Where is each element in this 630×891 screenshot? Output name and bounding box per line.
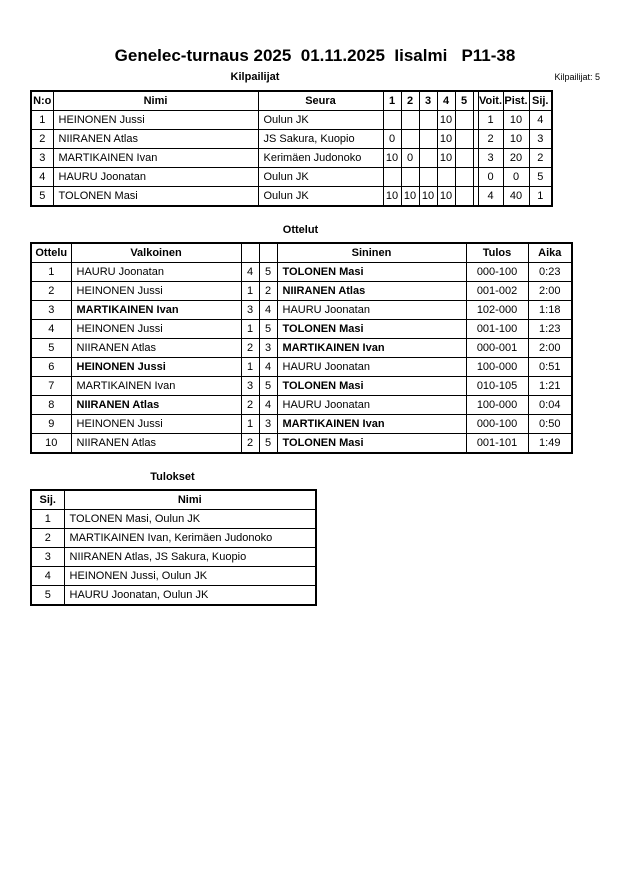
cell-white-name: HAURU Joonatan <box>71 263 241 282</box>
col-header-sij: Sij. <box>529 91 552 111</box>
cell-tulos: 100-000 <box>466 396 528 415</box>
cell-result <box>383 168 401 187</box>
col-header-ottelu: Ottelu <box>31 243 71 263</box>
cell-no: 4 <box>31 168 53 187</box>
cell-result <box>419 111 437 130</box>
cell-aika: 1:18 <box>528 301 572 320</box>
ottelut-header-row <box>31 243 572 263</box>
cell-result: 10 <box>437 187 455 207</box>
cell-voit: 0 <box>478 168 503 187</box>
cell-match-no: 3 <box>31 301 71 320</box>
cell-aika: 0:51 <box>528 358 572 377</box>
cell-blue-number: 2 <box>259 282 277 301</box>
cell-blue-number: 5 <box>259 434 277 454</box>
cell-aika: 1:21 <box>528 377 572 396</box>
cell-white-number: 2 <box>241 339 259 358</box>
tulokset-table <box>30 489 317 606</box>
cell-sij: 3 <box>529 130 552 149</box>
cell-sij: 4 <box>31 567 64 586</box>
cell-result: 10 <box>437 149 455 168</box>
cell-white-name: HEINONEN Jussi <box>71 282 241 301</box>
cell-no: 3 <box>31 149 53 168</box>
col-header-sininen: Sininen <box>277 243 466 263</box>
cell-blue-name: NIIRANEN Atlas <box>277 282 466 301</box>
cell-blue-name: MARTIKAINEN Ivan <box>277 339 466 358</box>
cell-white-number: 3 <box>241 301 259 320</box>
cell-result: 10 <box>419 187 437 207</box>
cell-pist: 10 <box>503 111 529 130</box>
ottelut-heading: Ottelut <box>282 224 319 236</box>
cell-pist: 10 <box>503 130 529 149</box>
cell-blue-number: 3 <box>259 339 277 358</box>
kilpailijat-heading: Kilpailijat <box>230 71 280 83</box>
cell-result <box>401 130 419 149</box>
cell-pist: 0 <box>503 168 529 187</box>
match-row <box>31 434 572 454</box>
cell-nimi: NIIRANEN Atlas, JS Sakura, Kuopio <box>64 548 316 567</box>
cell-nimi: MARTIKAINEN Ivan, Kerimäen Judonoko <box>64 529 316 548</box>
cell-seura: Oulun JK <box>258 168 383 187</box>
cell-sij: 1 <box>529 187 552 207</box>
cell-voit: 3 <box>478 149 503 168</box>
cell-result: 0 <box>383 130 401 149</box>
col-header-tulos: Tulos <box>466 243 528 263</box>
cell-aika: 0:04 <box>528 396 572 415</box>
cell-sij: 3 <box>31 548 64 567</box>
cell-pist: 40 <box>503 187 529 207</box>
cell-result <box>419 149 437 168</box>
match-row <box>31 396 572 415</box>
cell-result <box>455 187 473 207</box>
cell-nimi: NIIRANEN Atlas <box>53 130 258 149</box>
cell-match-no: 6 <box>31 358 71 377</box>
result-row <box>31 548 316 567</box>
cell-white-number: 1 <box>241 415 259 434</box>
col-header-valkoinen: Valkoinen <box>71 243 241 263</box>
cell-match-no: 1 <box>31 263 71 282</box>
cell-voit: 4 <box>478 187 503 207</box>
cell-voit: 2 <box>478 130 503 149</box>
cell-tulos: 000-100 <box>466 415 528 434</box>
col-header-round-5: 5 <box>455 91 473 111</box>
cell-tulos: 000-001 <box>466 339 528 358</box>
col-header-no: N:o <box>31 91 53 111</box>
cell-match-no: 2 <box>31 282 71 301</box>
cell-nimi: HEINONEN Jussi, Oulun JK <box>64 567 316 586</box>
cell-tulos: 001-101 <box>466 434 528 454</box>
cell-no: 2 <box>31 130 53 149</box>
cell-white-number: 1 <box>241 282 259 301</box>
cell-white-name: HEINONEN Jussi <box>71 358 241 377</box>
cell-blue-name: HAURU Joonatan <box>277 301 466 320</box>
cell-tulos: 102-000 <box>466 301 528 320</box>
cell-blue-name: HAURU Joonatan <box>277 396 466 415</box>
cell-aika: 0:23 <box>528 263 572 282</box>
cell-result <box>455 168 473 187</box>
cell-match-no: 7 <box>31 377 71 396</box>
cell-aika: 2:00 <box>528 282 572 301</box>
cell-blue-number: 5 <box>259 320 277 339</box>
cell-nimi: HEINONEN Jussi <box>53 111 258 130</box>
cell-tulos: 001-002 <box>466 282 528 301</box>
cell-no: 5 <box>31 187 53 207</box>
cell-match-no: 4 <box>31 320 71 339</box>
cell-white-number: 2 <box>241 396 259 415</box>
cell-white-name: HEINONEN Jussi <box>71 320 241 339</box>
cell-result <box>419 130 437 149</box>
match-row <box>31 263 572 282</box>
cell-result <box>401 111 419 130</box>
competitor-count-label: Kilpailijat: 5 <box>554 72 600 82</box>
cell-tulos: 001-100 <box>466 320 528 339</box>
cell-result: 0 <box>401 149 419 168</box>
col-header-nimi: Nimi <box>53 91 258 111</box>
match-row <box>31 377 572 396</box>
cell-sij: 5 <box>31 586 64 606</box>
cell-nimi: TOLONEN Masi <box>53 187 258 207</box>
col-header-nimi: Nimi <box>64 490 316 510</box>
cell-blue-name: HAURU Joonatan <box>277 358 466 377</box>
cell-blue-number: 5 <box>259 377 277 396</box>
cell-white-number: 4 <box>241 263 259 282</box>
cell-sij: 2 <box>529 149 552 168</box>
cell-aika: 1:23 <box>528 320 572 339</box>
cell-white-name: MARTIKAINEN Ivan <box>71 377 241 396</box>
result-row <box>31 529 316 548</box>
cell-blue-name: TOLONEN Masi <box>277 377 466 396</box>
tulokset-heading: Tulokset <box>150 471 195 483</box>
cell-blue-number: 4 <box>259 396 277 415</box>
cell-result: 10 <box>401 187 419 207</box>
table-row <box>31 149 552 168</box>
cell-nimi: HAURU Joonatan, Oulun JK <box>64 586 316 606</box>
cell-result <box>419 168 437 187</box>
cell-white-name: NIIRANEN Atlas <box>71 434 241 454</box>
cell-tulos: 000-100 <box>466 263 528 282</box>
cell-seura: Oulun JK <box>258 187 383 207</box>
cell-white-number: 1 <box>241 358 259 377</box>
col-header-sij: Sij. <box>31 490 64 510</box>
match-row <box>31 415 572 434</box>
cell-nimi: TOLONEN Masi, Oulun JK <box>64 510 316 529</box>
kilpailijat-header-row <box>31 91 552 111</box>
col-header-round-1: 1 <box>383 91 401 111</box>
cell-white-number: 1 <box>241 320 259 339</box>
cell-result: 10 <box>437 130 455 149</box>
cell-white-name: NIIRANEN Atlas <box>71 339 241 358</box>
cell-blue-name: TOLONEN Masi <box>277 434 466 454</box>
cell-white-name: NIIRANEN Atlas <box>71 396 241 415</box>
cell-white-name: MARTIKAINEN Ivan <box>71 301 241 320</box>
cell-match-no: 5 <box>31 339 71 358</box>
page-title: Genelec-turnaus 2025 01.11.2025 Iisalmi P11-38 <box>114 46 516 65</box>
cell-result <box>437 168 455 187</box>
cell-result <box>401 168 419 187</box>
cell-result <box>455 111 473 130</box>
ottelut-table <box>30 242 573 454</box>
result-row <box>31 586 316 606</box>
cell-result <box>455 149 473 168</box>
cell-sij: 4 <box>529 111 552 130</box>
cell-sij: 5 <box>529 168 552 187</box>
cell-sij: 1 <box>31 510 64 529</box>
cell-match-no: 10 <box>31 434 71 454</box>
table-row <box>31 111 552 130</box>
col-header-seura: Seura <box>258 91 383 111</box>
cell-result: 10 <box>383 149 401 168</box>
cell-white-name: HEINONEN Jussi <box>71 415 241 434</box>
cell-seura: Kerimäen Judonoko <box>258 149 383 168</box>
cell-white-number: 2 <box>241 434 259 454</box>
col-header-round-2: 2 <box>401 91 419 111</box>
cell-match-no: 9 <box>31 415 71 434</box>
table-row <box>31 130 552 149</box>
kilpailijat-table <box>30 90 553 207</box>
col-header-blank <box>241 243 259 263</box>
cell-pist: 20 <box>503 149 529 168</box>
cell-blue-number: 3 <box>259 415 277 434</box>
cell-sij: 2 <box>31 529 64 548</box>
cell-nimi: HAURU Joonatan <box>53 168 258 187</box>
col-header-aika: Aika <box>528 243 572 263</box>
cell-aika: 2:00 <box>528 339 572 358</box>
col-header-voit: Voit. <box>478 91 503 111</box>
cell-seura: JS Sakura, Kuopio <box>258 130 383 149</box>
result-row <box>31 510 316 529</box>
match-row <box>31 282 572 301</box>
col-header-round-3: 3 <box>419 91 437 111</box>
cell-aika: 1:49 <box>528 434 572 454</box>
col-header-blank <box>259 243 277 263</box>
col-header-pist: Pist. <box>503 91 529 111</box>
cell-blue-name: TOLONEN Masi <box>277 263 466 282</box>
match-row <box>31 358 572 377</box>
cell-blue-name: MARTIKAINEN Ivan <box>277 415 466 434</box>
cell-blue-number: 5 <box>259 263 277 282</box>
match-row <box>31 339 572 358</box>
cell-blue-number: 4 <box>259 358 277 377</box>
cell-blue-name: TOLONEN Masi <box>277 320 466 339</box>
cell-white-number: 3 <box>241 377 259 396</box>
cell-tulos: 100-000 <box>466 358 528 377</box>
match-row <box>31 320 572 339</box>
cell-voit: 1 <box>478 111 503 130</box>
cell-result: 10 <box>383 187 401 207</box>
col-header-round-4: 4 <box>437 91 455 111</box>
cell-result <box>455 130 473 149</box>
cell-nimi: MARTIKAINEN Ivan <box>53 149 258 168</box>
cell-seura: Oulun JK <box>258 111 383 130</box>
kilpailijat-heading-row <box>30 70 600 84</box>
cell-blue-number: 4 <box>259 301 277 320</box>
table-row <box>31 168 552 187</box>
cell-result: 10 <box>437 111 455 130</box>
result-row <box>31 567 316 586</box>
table-row <box>31 187 552 207</box>
cell-aika: 0:50 <box>528 415 572 434</box>
tulokset-header-row <box>31 490 316 510</box>
cell-match-no: 8 <box>31 396 71 415</box>
match-row <box>31 301 572 320</box>
cell-result <box>383 111 401 130</box>
cell-no: 1 <box>31 111 53 130</box>
cell-tulos: 010-105 <box>466 377 528 396</box>
